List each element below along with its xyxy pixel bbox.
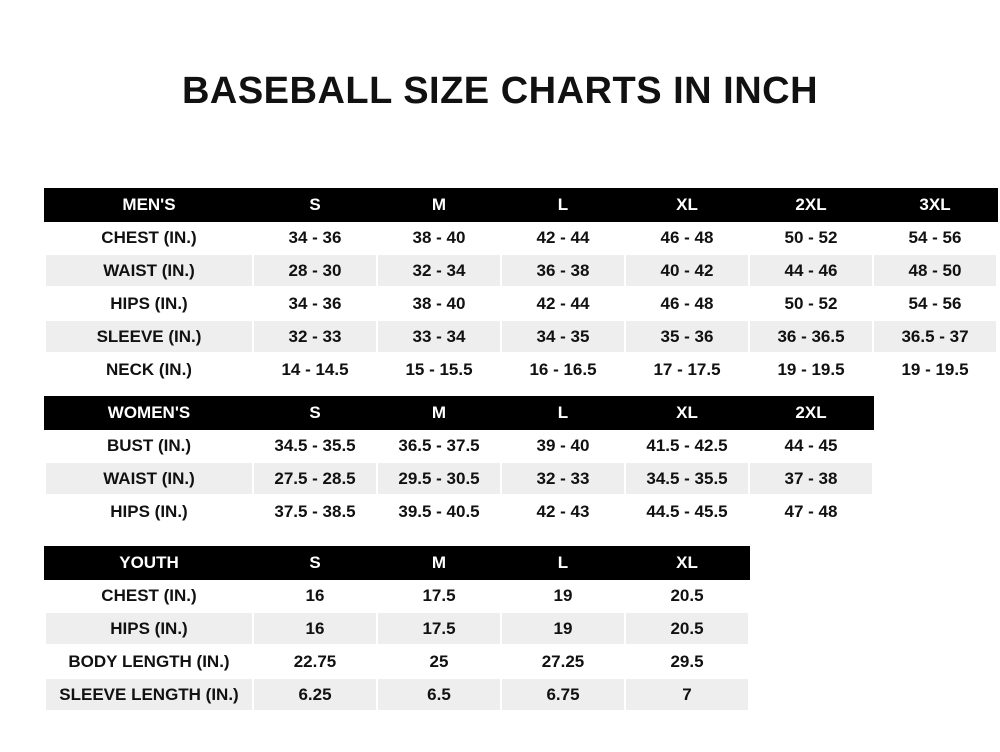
column-header: YOUTH [45, 547, 253, 579]
table-row [45, 429, 873, 462]
table-cell: 15 - 15.5 [377, 353, 501, 386]
column-header: 2XL [749, 397, 873, 429]
column-header: L [501, 189, 625, 221]
table-cell: 19 [501, 579, 625, 612]
table-cell: 46 - 48 [625, 287, 749, 320]
row-label: BODY LENGTH (IN.) [45, 645, 253, 678]
column-header: MEN'S [45, 189, 253, 221]
table-cell: 33 - 34 [377, 320, 501, 353]
column-header: S [253, 397, 377, 429]
row-label: WAIST (IN.) [45, 254, 253, 287]
table-cell: 14 - 14.5 [253, 353, 377, 386]
table-cell: 32 - 33 [501, 462, 625, 495]
table-cell: 17 - 17.5 [625, 353, 749, 386]
column-header: XL [625, 189, 749, 221]
table-cell: 34.5 - 35.5 [253, 429, 377, 462]
table-cell: 16 [253, 612, 377, 645]
table-cell: 42 - 44 [501, 221, 625, 254]
table-cell: 6.75 [501, 678, 625, 711]
table-cell: 22.75 [253, 645, 377, 678]
table-cell: 27.25 [501, 645, 625, 678]
column-header: M [377, 547, 501, 579]
table-cell: 39.5 - 40.5 [377, 495, 501, 528]
table-cell: 29.5 [625, 645, 749, 678]
row-label: HIPS (IN.) [45, 495, 253, 528]
table-cell: 25 [377, 645, 501, 678]
table-cell: 32 - 33 [253, 320, 377, 353]
table-cell: 38 - 40 [377, 221, 501, 254]
row-label: HIPS (IN.) [45, 287, 253, 320]
youth-size-table [44, 546, 750, 712]
table-cell: 17.5 [377, 579, 501, 612]
womens-size-table [44, 396, 874, 529]
table-cell: 38 - 40 [377, 287, 501, 320]
table-cell: 19 - 19.5 [873, 353, 997, 386]
page-title: BASEBALL SIZE CHARTS IN INCH [181, 70, 819, 112]
row-label: NECK (IN.) [45, 353, 253, 386]
table-cell: 20.5 [625, 612, 749, 645]
table-cell: 41.5 - 42.5 [625, 429, 749, 462]
column-header: WOMEN'S [45, 397, 253, 429]
table-header-row [45, 547, 749, 579]
column-header: S [253, 189, 377, 221]
table-row [45, 495, 873, 528]
table-cell: 35 - 36 [625, 320, 749, 353]
table-cell: 7 [625, 678, 749, 711]
row-label: CHEST (IN.) [45, 221, 253, 254]
column-header: XL [625, 547, 749, 579]
table-cell: 44 - 45 [749, 429, 873, 462]
column-header: 3XL [873, 189, 997, 221]
table-cell: 17.5 [377, 612, 501, 645]
row-label: WAIST (IN.) [45, 462, 253, 495]
row-label: BUST (IN.) [45, 429, 253, 462]
table-cell: 48 - 50 [873, 254, 997, 287]
row-label: SLEEVE (IN.) [45, 320, 253, 353]
table-cell: 54 - 56 [873, 287, 997, 320]
table-cell: 37.5 - 38.5 [253, 495, 377, 528]
column-header: S [253, 547, 377, 579]
table-cell: 42 - 44 [501, 287, 625, 320]
table-cell: 6.25 [253, 678, 377, 711]
table-header-row [45, 189, 997, 221]
table-cell: 50 - 52 [749, 221, 873, 254]
table-cell: 39 - 40 [501, 429, 625, 462]
table-header-row [45, 397, 873, 429]
table-row [45, 254, 997, 287]
table-cell: 34 - 36 [253, 221, 377, 254]
table-cell: 29.5 - 30.5 [377, 462, 501, 495]
table-row [45, 221, 997, 254]
row-label: SLEEVE LENGTH (IN.) [45, 678, 253, 711]
table-cell: 40 - 42 [625, 254, 749, 287]
column-header: L [501, 547, 625, 579]
column-header: XL [625, 397, 749, 429]
table-row [45, 645, 749, 678]
mens-size-table [44, 188, 998, 387]
table-cell: 32 - 34 [377, 254, 501, 287]
table-cell: 19 - 19.5 [749, 353, 873, 386]
table-cell: 19 [501, 612, 625, 645]
table-row [45, 612, 749, 645]
table-cell: 50 - 52 [749, 287, 873, 320]
table-cell: 34 - 35 [501, 320, 625, 353]
table-cell: 20.5 [625, 579, 749, 612]
column-header: 2XL [749, 189, 873, 221]
table-cell: 28 - 30 [253, 254, 377, 287]
table-cell: 16 [253, 579, 377, 612]
table-cell: 34.5 - 35.5 [625, 462, 749, 495]
table-cell: 42 - 43 [501, 495, 625, 528]
table-row [45, 353, 997, 386]
table-cell: 54 - 56 [873, 221, 997, 254]
table-row [45, 579, 749, 612]
table-cell: 47 - 48 [749, 495, 873, 528]
table-cell: 44.5 - 45.5 [625, 495, 749, 528]
table-cell: 36 - 36.5 [749, 320, 873, 353]
table-cell: 36.5 - 37 [873, 320, 997, 353]
row-label: HIPS (IN.) [45, 612, 253, 645]
table-cell: 34 - 36 [253, 287, 377, 320]
table-row [45, 462, 873, 495]
table-row [45, 320, 997, 353]
column-header: L [501, 397, 625, 429]
table-cell: 44 - 46 [749, 254, 873, 287]
row-label: CHEST (IN.) [45, 579, 253, 612]
table-cell: 6.5 [377, 678, 501, 711]
table-row [45, 678, 749, 711]
table-cell: 36.5 - 37.5 [377, 429, 501, 462]
table-row [45, 287, 997, 320]
table-cell: 27.5 - 28.5 [253, 462, 377, 495]
table-cell: 37 - 38 [749, 462, 873, 495]
column-header: M [377, 189, 501, 221]
table-cell: 36 - 38 [501, 254, 625, 287]
table-cell: 16 - 16.5 [501, 353, 625, 386]
table-cell: 46 - 48 [625, 221, 749, 254]
column-header: M [377, 397, 501, 429]
